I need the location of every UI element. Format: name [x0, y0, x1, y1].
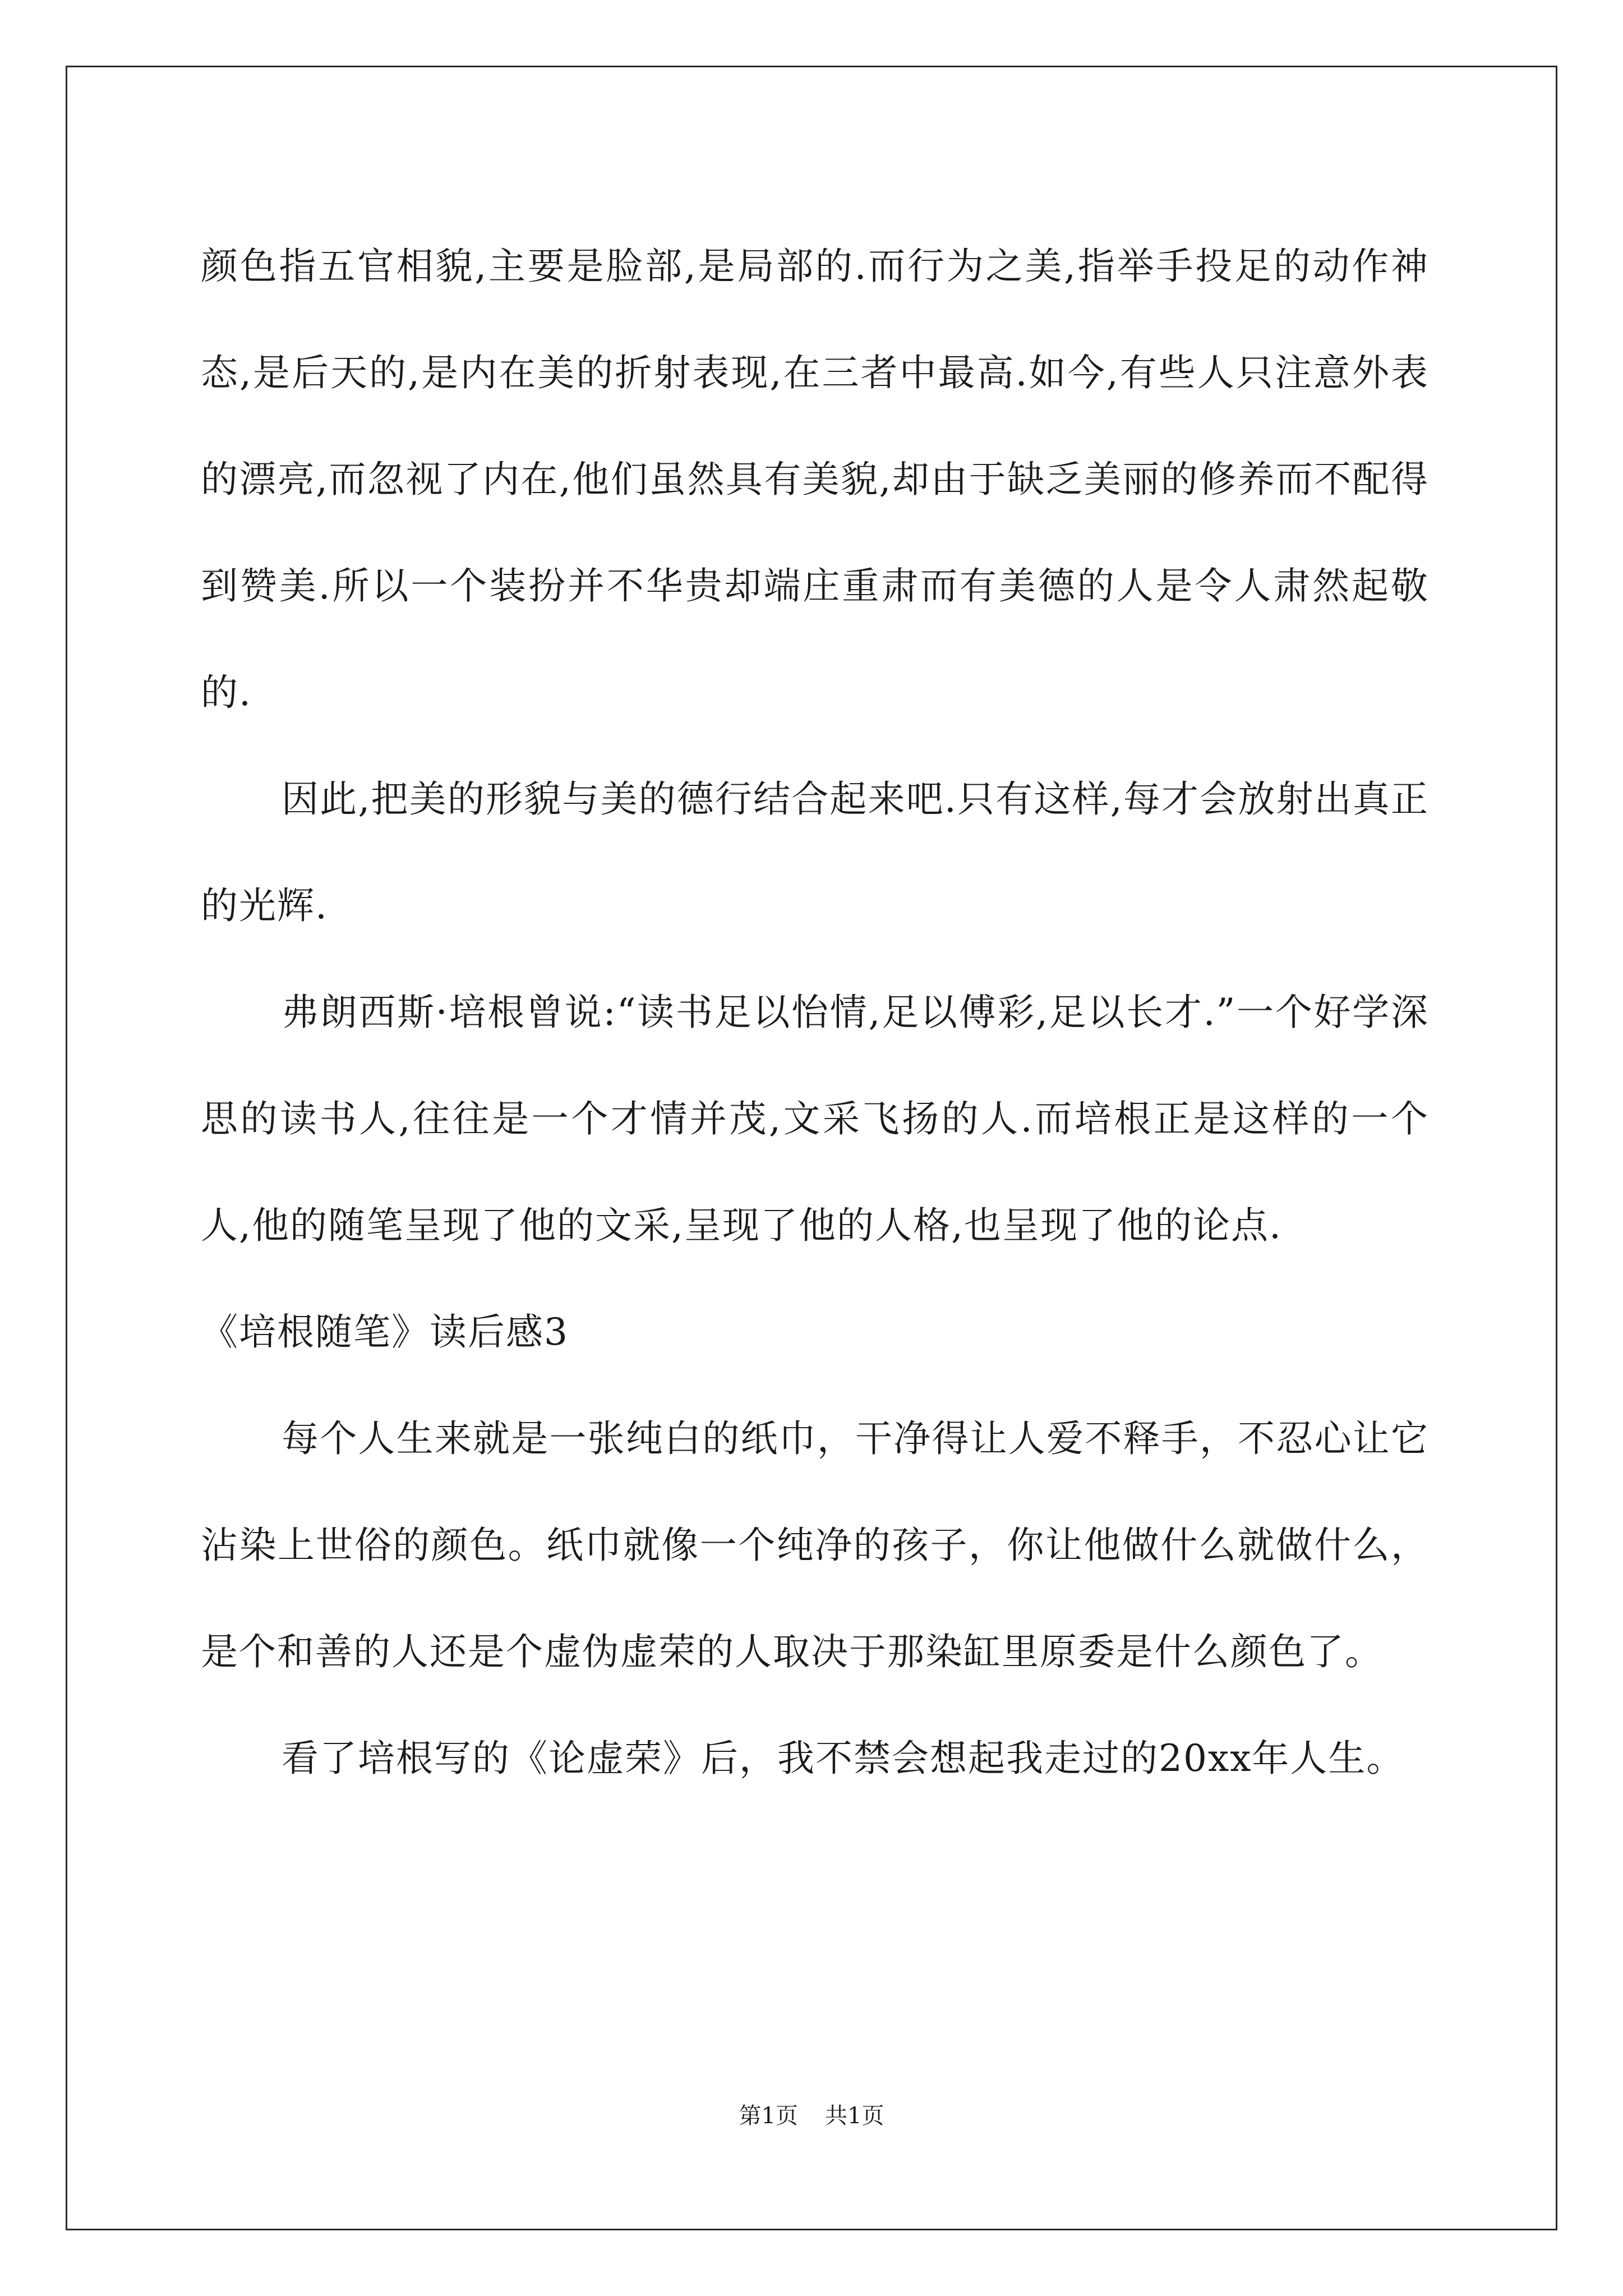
paragraph-vanity: 看了培根写的《论虚荣》后，我不禁会想起我走过的20xx年人生。 — [282, 1737, 1405, 1780]
page-footer — [0, 2098, 1623, 2130]
page-total: 共1页 — [825, 2103, 884, 2129]
paragraph-beauty-virtue: 颜色指五官相貌,主要是脸部,是局部的.而行为之美,指举手投足的动作神态,是后天的,是内在美的折射表现,在三者中最高.如今,有些人只注意外表的漂亮,而忽视了内在,他们虽然具有美貌,却由于缺乏美丽的修养而不配得到赞美.所以一个装扮并不华贵却端庄重肃而有美德的人是令人肃然起敬的. — [201, 245, 1429, 714]
paragraph-conclusion: 因此,把美的形貌与美的德行结合起来吧.只有这样,每才会放射出真正的光辉. — [201, 777, 1429, 927]
document-body — [201, 213, 1429, 1812]
page-number: 第1页 — [739, 2103, 798, 2129]
section-heading: 《培根随笔》读后感3 — [201, 1310, 569, 1354]
paragraph-bacon-quote: 弗朗西斯·培根曾说:“读书足以怡情,足以傅彩,足以长才.”一个好学深思的读书人,往往是一个才情并茂,文采飞扬的人.而培根正是这样的一个人,他的随笔呈现了他的文采,呈现了他的人格,也呈现了他的论点. — [201, 991, 1429, 1247]
paragraph-paper-towel: 每个人生来就是一张纯白的纸巾，干净得让人爱不释手，不忍心让它沾染上世俗的颜色。纸巾就像一个纯净的孩子，你让他做什么就做什么，是个和善的人还是个虚伪虚荣的人取决于那染缸里原委是什么颜色了。 — [201, 1417, 1429, 1673]
